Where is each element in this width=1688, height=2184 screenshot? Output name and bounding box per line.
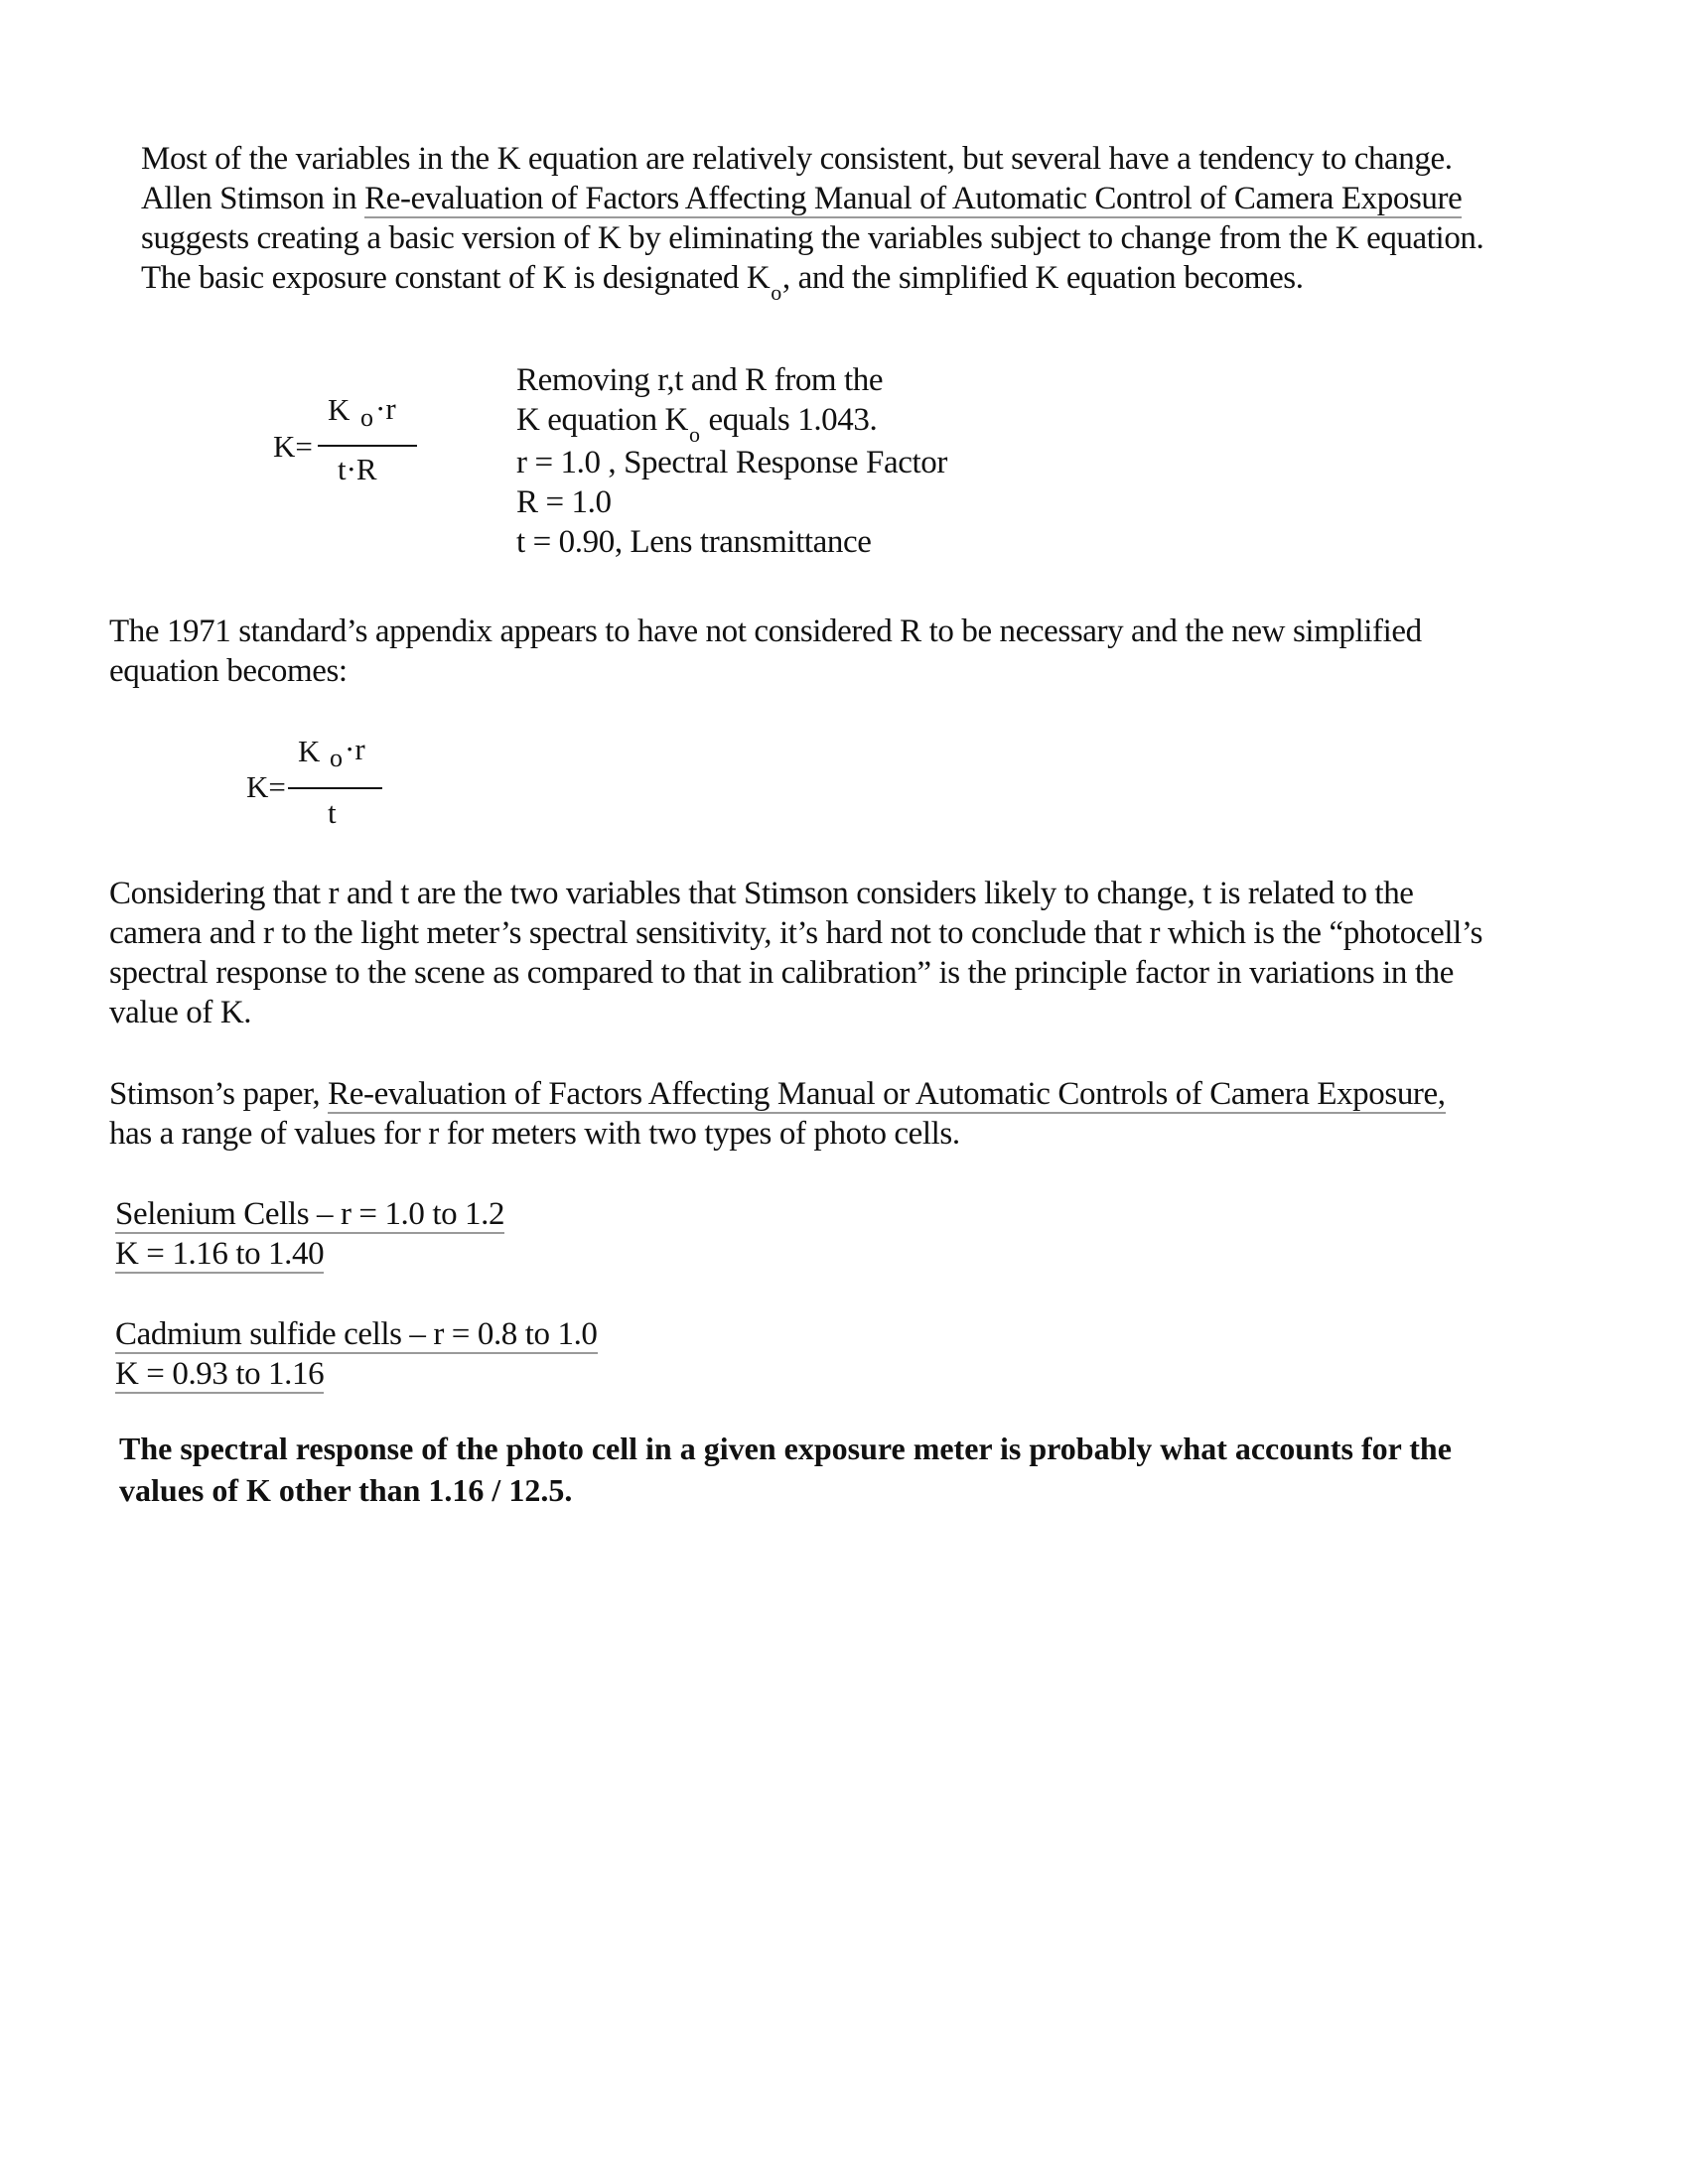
intro-line-1: Most of the variables in the K equation are relatively consistent, but several have a tendency to change. <box>141 141 1453 177</box>
para4-prefix: Stimson’s paper, <box>109 1076 329 1112</box>
para3-line-2: camera and r to the light meter’s spectral sensitivity, it’s hard not to conclude that r which is the “photocell’s <box>109 915 1483 951</box>
notes-line-2-tail: equals 1.043. <box>700 402 878 438</box>
notes-k-subscript-o: o <box>689 422 700 447</box>
formula-k-simplified <box>243 730 392 839</box>
intro-line-4-tail: , and the simplified K equation becomes. <box>781 260 1304 296</box>
formula-1-numerator-r: ·r <box>375 391 396 426</box>
notes-line-3: r = 1.0 , Spectral Response Factor <box>516 445 947 480</box>
notes-line-5: t = 0.90, Lens transmittance <box>516 524 872 560</box>
para4-line-1 <box>109 1074 1446 1114</box>
formula-2-lhs: K= <box>246 769 286 804</box>
formula-1-numerator-o: o <box>360 403 373 432</box>
conclusion-line-1: The spectral response of the photo cell in a given exposure meter is probably what accounts for the <box>119 1431 1452 1466</box>
cadmium-line-2 <box>115 1354 598 1394</box>
standard-paragraph <box>109 612 1422 691</box>
stimson-paper-title-2: Re-evaluation of Factors Affecting Manual or Automatic Controls of Camera Exposure, <box>328 1076 1446 1112</box>
selenium-line-2 <box>115 1234 504 1274</box>
formula-k-basic <box>268 387 427 496</box>
cadmium-values <box>115 1314 598 1394</box>
para3-line-4: value of K. <box>109 995 252 1030</box>
notes-line-1: Removing r,t and R from the <box>516 362 884 398</box>
intro-line-3: suggests creating a basic version of K by eliminating the variables subject to change from the K equation. <box>141 220 1484 256</box>
para4-line-2: has a range of values for r for meters with two types of photo cells. <box>109 1116 960 1152</box>
para2-line-2: equation becomes: <box>109 653 348 689</box>
k-subscript-o: o <box>771 280 781 305</box>
conclusion-paragraph <box>119 1428 1452 1511</box>
intro-line-2 <box>141 179 1483 218</box>
selenium-range: Selenium Cells – r = 1.0 to 1.2 <box>115 1196 505 1232</box>
stimson-paragraph <box>109 1074 1446 1154</box>
stimson-paper-title: Re-evaluation of Factors Affecting Manual of Automatic Control of Camera Exposure <box>364 181 1463 216</box>
cadmium-range: Cadmium sulfide cells – r = 0.8 to 1.0 <box>115 1316 598 1352</box>
formula-2-denominator: t <box>328 795 337 830</box>
selenium-line-1 <box>115 1194 504 1234</box>
notes-line-2 <box>516 400 947 447</box>
formula-2-numerator-k: K <box>298 734 321 768</box>
formula-2-fraction-bar <box>288 787 382 789</box>
cadmium-line-1 <box>115 1314 598 1354</box>
formula-notes <box>516 360 947 562</box>
intro-line-4 <box>141 258 1483 305</box>
formula-2-numerator-o: o <box>330 744 343 772</box>
selenium-k-range: K = 1.16 to 1.40 <box>115 1236 325 1272</box>
para3-line-1: Considering that r and t are the two variables that Stimson considers likely to change, t is related to the <box>109 876 1414 911</box>
considering-paragraph <box>109 874 1482 1032</box>
notes-line-2-text: K equation K <box>516 402 688 438</box>
intro-paragraph <box>141 139 1484 305</box>
intro-line-2-prefix: Allen Stimson in <box>141 181 365 216</box>
cadmium-k-range: K = 0.93 to 1.16 <box>115 1356 325 1392</box>
selenium-values <box>115 1194 504 1274</box>
formula-1-numerator-k: K <box>328 392 351 427</box>
formula-1-denominator: t·R <box>338 452 377 486</box>
intro-line-4-text: The basic exposure constant of K is designated K <box>141 260 771 296</box>
para3-line-3: spectral response to the scene as compared to that in calibration” is the principle factor in variations in the <box>109 955 1454 991</box>
para2-line-1: The 1971 standard’s appendix appears to have not considered R to be necessary and the new simplified <box>109 614 1422 649</box>
formula-1-fraction-bar <box>318 445 417 447</box>
notes-line-4: R = 1.0 <box>516 484 612 520</box>
formula-1-lhs: K= <box>273 429 313 464</box>
conclusion-line-2: values of K other than 1.16 / 12.5. <box>119 1472 573 1508</box>
formula-2-numerator-r: ·r <box>345 732 365 766</box>
